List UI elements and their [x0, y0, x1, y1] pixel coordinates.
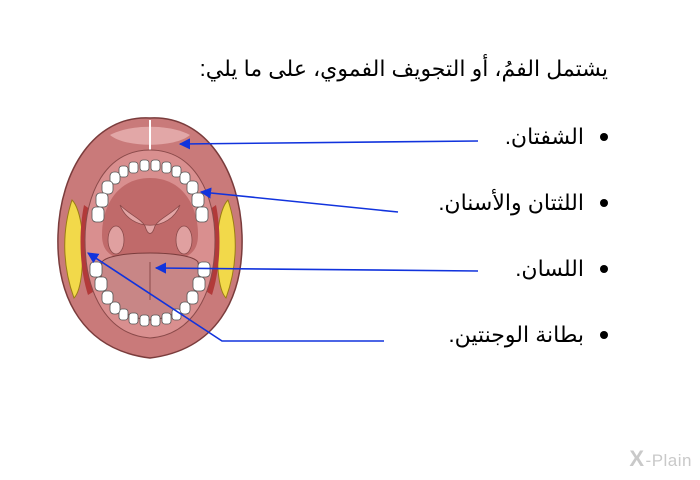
bullet-label: الشفتان.	[504, 124, 584, 149]
brand-logo	[629, 446, 692, 472]
mouth-illustration-icon	[58, 118, 242, 358]
brand-x-icon: X	[629, 446, 645, 471]
brand-text: -Plain	[645, 451, 692, 470]
intro-text: يشتمل الفمُ، أو التجويف الفموي، على ما يلي:	[199, 56, 608, 81]
bullet-label: بطانة الوجنتين.	[448, 322, 584, 347]
bullet-label: اللسان.	[515, 256, 584, 281]
bullet-label: اللثتان والأسنان.	[438, 190, 584, 215]
arrow-lips	[180, 141, 478, 144]
